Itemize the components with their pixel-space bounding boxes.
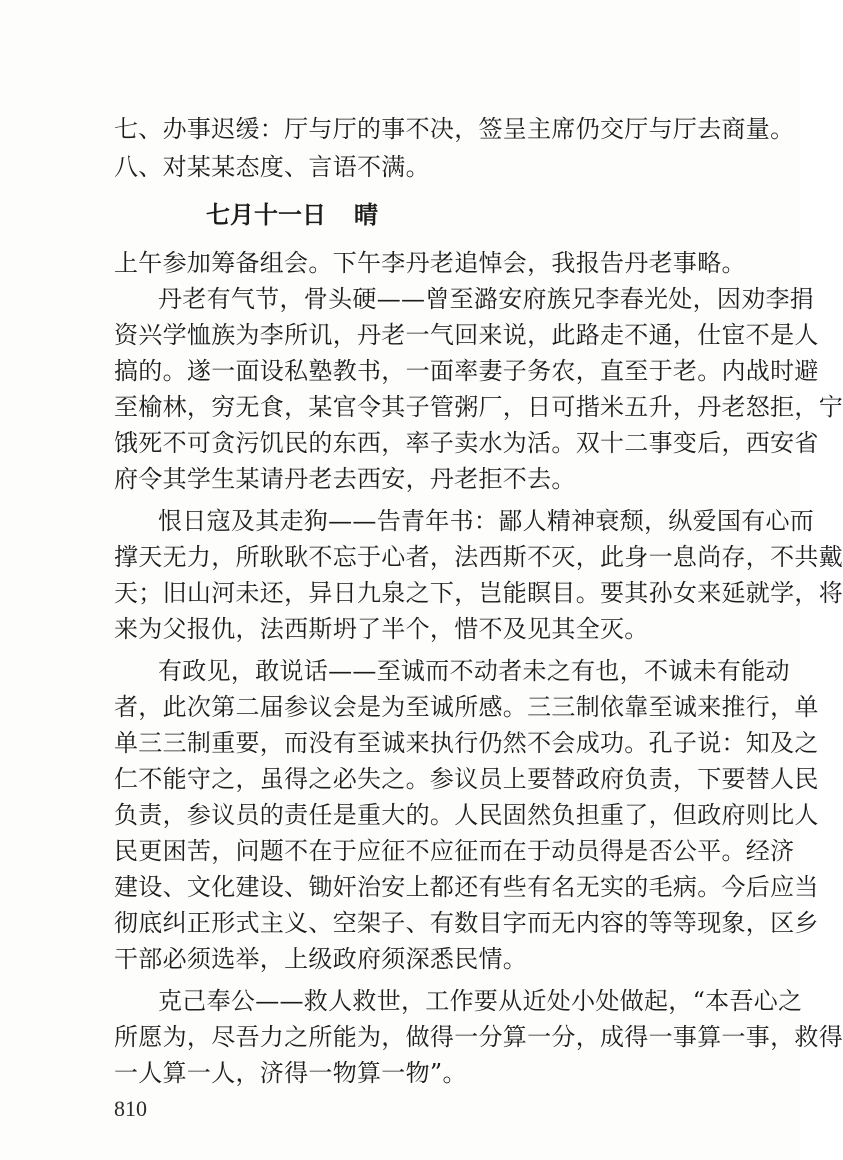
text-line: 所愿为，尽吾力之所能为，做得一分算一分，成得一事算一事，救得	[114, 1023, 843, 1051]
text-line: 天；旧山河未还，异日九泉之下，岂能瞑目。要其孙女来延就学，将	[114, 579, 843, 607]
text-line: 者，此次第二届参议会是为至诚所感。三三制依靠至诚来推行，单	[114, 693, 819, 721]
text-line: 克己奉公——救人救世，工作要从近处小处做起，“本吾心之	[158, 987, 803, 1015]
text-line: 至榆林，穷无食，某官令其子管粥厂，日可揩米五升，丹老怒拒，宁	[114, 393, 843, 421]
text-line: 负责，参议员的责任是重大的。人民固然负担重了，但政府则比人	[114, 801, 819, 829]
text-line: 上午参加筹备组会。下午李丹老追悼会，我报告丹老事略。	[114, 249, 746, 277]
text-line: 撑天无力，所耿耿不忘于心者，法西斯不灭，此身一息尚存，不共戴	[114, 543, 843, 571]
weather-text: 晴	[354, 201, 378, 229]
date-text: 七月十一日	[206, 201, 326, 229]
text-line: 恨日寇及其走狗——告青年书：鄙人精神衰颓，纵爱国有心而	[158, 507, 815, 535]
text-line: 搞的。遂一面设私塾教书，一面率妻子务农，直至于老。内战时避	[114, 357, 819, 385]
text-line: 单三三制重要，而没有至诚来执行仍然不会成功。孔子说：知及之	[114, 729, 819, 757]
list-item-eight: 八、对某某态度、言语不满。	[114, 153, 430, 181]
page-number: 810	[114, 1096, 147, 1121]
text-line: 资兴学恤族为李所讥，丹老一气回来说，此路走不通，仕宦不是人	[114, 321, 819, 349]
list-item-seven: 七、办事迟缓：厅与厅的事不决，签呈主席仍交厅与厅去商量。	[114, 115, 795, 143]
text-line: 来为父报仇，法西斯坍了半个，惜不及见其全灭。	[114, 615, 649, 643]
text-line: 府令其学生某请丹老去西安，丹老拒不去。	[114, 465, 576, 493]
text-line: 建设、文化建设、锄奸治安上都还有些有名无实的毛病。今后应当	[114, 873, 819, 901]
text-line: 饿死不可贪污饥民的东西，率子卖水为活。双十二事变后，西安省	[114, 429, 819, 457]
text-line: 干部必须选举，上级政府须深悉民情。	[114, 945, 528, 973]
text-line: 仁不能守之，虽得之必失之。参议员上要替政府负责，下要替人民	[114, 765, 819, 793]
text-line: 彻底纠正形式主义、空架子、有数目字而无内容的等等现象，区乡	[114, 909, 819, 937]
text-line: 民更困苦，问题不在于应征不应征而在于动员得是否公平。经济	[114, 837, 795, 865]
text-line: 丹老有气节，骨头硬——曾至潞安府族兄李春光处，因劝李捐	[158, 285, 815, 313]
text-line: 一人算一人，济得一物算一物”。	[114, 1059, 467, 1087]
text-line: 有政见，敢说话——至诚而不动者未之有也，不诚未有能动	[158, 657, 790, 685]
diary-date-heading	[206, 198, 378, 232]
